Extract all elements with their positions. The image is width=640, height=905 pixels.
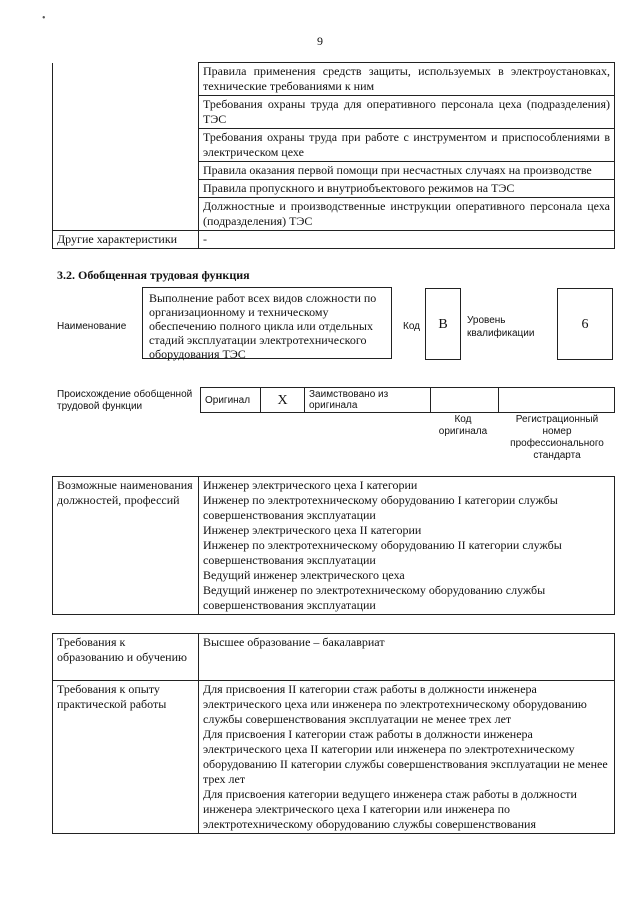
knowledge-item: Требования охраны труда для оперативного персонала цеха (подразделения) ТЭС	[199, 96, 615, 129]
origin-mark: X	[261, 388, 305, 413]
experience-item: Для присвоения II категории стаж работы в должности инженера электрического цеха или инженера по электротехническому оборудованию службы совершенствования эксплуатации не менее трех лет	[203, 682, 587, 726]
origin-borrowed-label: Заимствовано из оригинала	[305, 388, 431, 413]
knowledge-item: Правила применения средств защиты, используемых в электроустановках, технические требованиями к ним	[199, 63, 615, 96]
experience-item: Для присвоения I категории стаж работы в должности инженера электрического цеха II категории или инженера по электротехническому оборудованию II категории службы совершенствования эксплуатации не менее трех лет	[203, 727, 608, 786]
empty-cell	[53, 63, 199, 96]
position-item: Инженер электрического цеха II категории	[203, 523, 422, 537]
other-characteristics-label: Другие характеристики	[53, 231, 199, 249]
position-item: Инженер по электротехническому оборудованию II категории службы совершенствования эксплуатации	[203, 538, 562, 567]
other-characteristics-value: -	[199, 231, 615, 249]
experience-item: Для присвоения категории ведущего инженера стаж работы в должности инженера электрического цеха I категории или инженера по электротехническому оборудованию службы совершенствования	[203, 787, 577, 831]
origin-label: Происхождение обобщенной трудовой функции	[57, 389, 193, 412]
function-name-box: Выполнение работ всех видов сложности по организационному и техническому обеспечению полного цикла или отдельных стадий эксплуатации электротехнического оборудования ТЭС	[142, 287, 392, 359]
page-number: 9	[317, 34, 323, 48]
education-value: Высшее образование – бакалавриат	[199, 634, 615, 681]
position-item: Инженер электрического цеха I категории	[203, 478, 418, 492]
code-label: Код	[403, 321, 421, 332]
level-label: Уровень квалификации	[467, 315, 535, 339]
empty-cell	[53, 96, 199, 129]
empty-cell	[53, 180, 199, 198]
requirements-table	[52, 633, 615, 834]
position-item: Ведущий инженер электрического цеха	[203, 568, 405, 582]
origin-original-label: Оригинал	[201, 388, 261, 413]
experience-label: Требования к опыту практической работы	[53, 681, 199, 834]
origin-code-cell	[431, 388, 499, 413]
positions-table	[52, 476, 615, 615]
experience-list	[199, 681, 615, 834]
knowledge-item: Правила пропускного и внутриобъектового режимов на ТЭС	[199, 180, 615, 198]
empty-cell	[53, 198, 199, 231]
positions-list	[199, 477, 615, 615]
knowledge-item: Требования охраны труда при работе с инструментом и приспособлениями в электрическом цехе	[199, 129, 615, 162]
education-label: Требования к образованию и обучению	[53, 634, 199, 681]
section-title: 3.2. Обобщенная трудовая функция	[57, 268, 250, 282]
position-item: Инженер по электротехническому оборудованию I категории службы совершенствования эксплуатации	[203, 493, 558, 522]
knowledge-item: Должностные и производственные инструкции оперативного персонала цеха (подразделения) ТЭС	[199, 198, 615, 231]
corner-mark: •	[42, 13, 46, 24]
knowledge-table	[52, 62, 615, 249]
level-value-box: 6	[557, 288, 613, 360]
empty-cell	[53, 129, 199, 162]
code-value-box: В	[425, 288, 461, 360]
naming-label: Наименование	[57, 321, 127, 332]
registration-number-caption: Регистрационный номер профессионального стандарта	[510, 414, 604, 461]
origin-reg-cell	[499, 388, 615, 413]
origin-table	[200, 387, 615, 413]
code-original-caption: Код оригинала	[438, 414, 488, 437]
positions-label: Возможные наименования должностей, профессий	[53, 477, 199, 615]
position-item: Ведущий инженер по электротехническому оборудованию службы совершенствования эксплуатации	[203, 583, 546, 612]
empty-cell	[53, 162, 199, 180]
knowledge-item: Правила оказания первой помощи при несчастных случаях на производстве	[199, 162, 615, 180]
